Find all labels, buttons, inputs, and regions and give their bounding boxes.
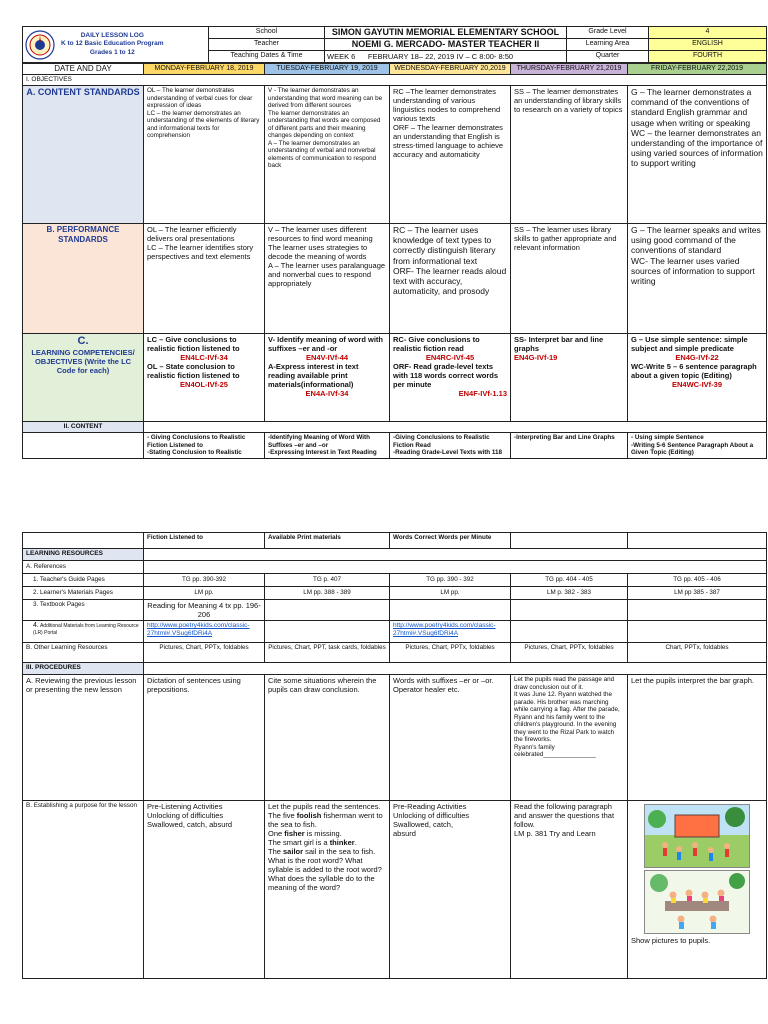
other-resources-label: B. Other Learning Resources bbox=[23, 643, 144, 663]
additional-materials-label: Additional Materials from Learning Resource (LR) Portal bbox=[33, 623, 139, 637]
content-cont-wed: Words Correct Words per Minute bbox=[390, 533, 511, 549]
content-cont-tue: Available Print materials bbox=[265, 533, 390, 549]
comp-mon-code-2: EN4OL-IVf-25 bbox=[180, 380, 228, 389]
comp-tue-code-1: EN4V-IVf-44 bbox=[305, 353, 349, 362]
content-heading-blank bbox=[144, 422, 767, 433]
school-value: SIMON GAYUTIN MEMORIAL ELEMENTARY SCHOOL bbox=[325, 27, 567, 39]
lesson-log-page-1 bbox=[22, 26, 766, 459]
b-tue-text-1: Let the pupils read the sentences. The five bbox=[268, 802, 381, 820]
teacher-value: NOEMI G. MERCADO- MASTER TEACHER II bbox=[325, 39, 567, 51]
b-tue-text-3: is missing. The smart girl is a bbox=[268, 829, 342, 847]
additional-thu bbox=[511, 621, 628, 643]
day-friday: FRIDAY-FEBRUARY 22,2019 bbox=[628, 64, 767, 75]
performance-standards-fri: G – The learner speaks and writes using good command of the conventions of standard WC- The learner uses varied sources of information to support writing bbox=[628, 224, 767, 334]
tg-tue: TG p. 407 bbox=[265, 574, 390, 587]
tg-thu: TG pp. 404 - 405 bbox=[511, 574, 628, 587]
grade-level-label: Grade Level bbox=[567, 27, 649, 39]
header-table bbox=[22, 26, 767, 63]
performance-standards-tue: V – The learner uses different resources to find word meaning The learner uses strategies to decode the meaning of words A – The learner uses paralanguage and nonverbal cues to respond appropriately bbox=[265, 224, 390, 334]
comp-tue-code-2: EN4A-IVf-34 bbox=[305, 389, 349, 398]
comp-wed-1: RC- Give conclusions to realistic fiction read bbox=[393, 335, 480, 353]
show-pictures-text: Show pictures to pupils. bbox=[631, 936, 711, 945]
content-wed: -Giving Conclusions to Realistic Fiction Read -Reading Grade-Level Texts with 118 bbox=[390, 433, 511, 459]
proc-a-mon: Dictation of sentences using prepositions. bbox=[144, 675, 265, 801]
tg-wed: TG pp. 390 - 392 bbox=[390, 574, 511, 587]
competencies-fri bbox=[628, 334, 767, 422]
classroom-picture bbox=[644, 870, 750, 934]
competencies-label-cell bbox=[23, 334, 144, 422]
quarter-value: FOURTH bbox=[649, 51, 767, 63]
tb-wed bbox=[390, 600, 511, 621]
procedures-heading: III. PROCEDURES bbox=[23, 663, 144, 675]
other-mon: Pictures, Chart, PPTx, foldables bbox=[144, 643, 265, 663]
content-cont-thu bbox=[511, 533, 628, 549]
teacher-label: Teacher bbox=[209, 39, 325, 51]
tb-tue bbox=[265, 600, 390, 621]
lm-fri: LM pp 385 - 387 bbox=[628, 587, 767, 600]
lesson-log-page-2 bbox=[22, 532, 766, 979]
content-standards-tue: V - The learner demonstrates an understanding that word meaning can be derived from different sources The learner demonstrates an understanding that words are composed of different parts and their meaning changes depending on context A – The learner demonstrates an understanding of verbal and nonverbal elements of communication to respond back bbox=[265, 86, 390, 224]
content-heading: II. CONTENT bbox=[23, 422, 144, 433]
b-tue-word-2: fisher bbox=[284, 829, 305, 838]
proc-b-wed: Pre-Reading Activities Unlocking of difficulties Swallowed, catch, absurd bbox=[390, 801, 511, 979]
log-title: DAILY LESSON LOG bbox=[80, 31, 144, 39]
competencies-label: LEARNING COMPETENCIES/ OBJECTIVES (Write the LC Code for each) bbox=[31, 348, 135, 376]
tg-mon: TG pp. 390-392 bbox=[144, 574, 265, 587]
learning-area-label: Learning Area bbox=[567, 39, 649, 51]
objectives-table bbox=[22, 63, 767, 459]
teachers-guide-label: 1. Teacher's Guide Pages bbox=[23, 574, 144, 587]
content-standards-label: A. CONTENT STANDARDS bbox=[23, 86, 144, 224]
procedures-heading-blank bbox=[144, 663, 767, 675]
proc-a-label: A. Reviewing the previous lesson or presenting the new lesson bbox=[23, 675, 144, 801]
additional-fri bbox=[628, 621, 767, 643]
competencies-mon bbox=[144, 334, 265, 422]
poetry-link-wed[interactable]: http://www.poetry4kids.com/classic-27html#.VSug6fDRi4A bbox=[393, 622, 496, 638]
competencies-wed bbox=[390, 334, 511, 422]
week-value: WEEK 6 bbox=[327, 52, 356, 61]
day-tuesday: TUESDAY-FEBRUARY 19, 2019 bbox=[265, 64, 390, 75]
dates-cell bbox=[325, 51, 567, 63]
comp-mon-1: LC – Give conclusions to realistic fiction listened to bbox=[147, 335, 240, 353]
additional-mon bbox=[144, 621, 265, 643]
date-and-day-label: DATE AND DAY bbox=[23, 64, 144, 75]
content-cont-mon: Fiction Listened to bbox=[144, 533, 265, 549]
performance-standards-mon: OL – The learner efficiently delivers oral presentations LC – The learner identifies story perspectives and text elements bbox=[144, 224, 265, 334]
lm-tue: LM pp. 388 - 389 bbox=[265, 587, 390, 600]
b-tue-word-3: thinker bbox=[329, 838, 355, 847]
other-fri: Chart, PPTx, foldables bbox=[628, 643, 767, 663]
additional-materials-num: 4. bbox=[33, 622, 39, 629]
content-tue: -Identifying Meaning of Word With Suffixes –er and –or -Expressing Interest in Text Reading bbox=[265, 433, 390, 459]
performance-standards-wed: RC – The learner uses knowledge of text types to correctly distinguish literary from informational text ORF- The learner reads aloud text with accuracy, automaticity, and prosody bbox=[390, 224, 511, 334]
school-label: School bbox=[209, 27, 325, 39]
content-standards-fri: G – The learner demonstrates a command of the conventions of standard English grammar and usage when writing or speaking WC – the learner demonstrates an understanding of the importance of using varied sources of information to support writing bbox=[628, 86, 767, 224]
comp-tue-1: V- Identify meaning of word with suffixes –er and -or bbox=[268, 335, 384, 353]
tg-fri: TG pp. 405 - 406 bbox=[628, 574, 767, 587]
performance-standards-thu: SS – The learner uses library skills to gather appropriate and relevant information bbox=[511, 224, 628, 334]
other-wed: Pictures, Chart, PPTx, foldables bbox=[390, 643, 511, 663]
day-wednesday: WEDNESDAY-FEBRUARY 20,2019 bbox=[390, 64, 511, 75]
performance-standards-label: B. PERFORMANCE STANDARDS bbox=[23, 224, 144, 334]
learners-materials-label: 2. Learner's Materials Pages bbox=[23, 587, 144, 600]
day-monday: MONDAY-FEBRUARY 18, 2019 bbox=[144, 64, 265, 75]
additional-wed bbox=[390, 621, 511, 643]
playground-picture bbox=[644, 804, 750, 868]
competencies-thu bbox=[511, 334, 628, 422]
proc-b-fri bbox=[628, 801, 767, 979]
content-thu: -Interpreting Bar and Line Graphs bbox=[511, 433, 628, 459]
comp-wed-code-2: EN4F-IVf-1.13 bbox=[458, 389, 507, 398]
quarter-label: Quarter bbox=[567, 51, 649, 63]
learning-resources-blank bbox=[144, 549, 767, 561]
b-tue-text-2: fisherman went to the sea to fish. One bbox=[268, 811, 383, 838]
proc-a-thu: Let the pupils read the passage and draw conclusion out of it. It was June 12. Ryann watched the parade. His brother was marching while carrying a flag. After the parade, Ryann and his family went to the children's playground. In the evening they went to the Rizal Park to watch the fireworks. Ryann's family celebrated_______________ bbox=[511, 675, 628, 801]
lm-wed: LM pp. bbox=[390, 587, 511, 600]
other-thu: Pictures, Chart, PPTx, foldables bbox=[511, 643, 628, 663]
content-cont-fri bbox=[628, 533, 767, 549]
content-standards-wed: RC –The learner demonstrates understanding of various linguistics nodes to comprehend various texts ORF – The learner demonstrates an understanding that English is stress-timed language to achieve accuracy and automaticity bbox=[390, 86, 511, 224]
grade-level-value: 4 bbox=[649, 27, 767, 39]
proc-b-thu: Read the following paragraph and answer the questions that follow. LM p. 381 Try and Learn bbox=[511, 801, 628, 979]
references-label: A. References bbox=[23, 561, 144, 574]
dates-label: Teaching Dates & Time bbox=[209, 51, 325, 63]
grades-range: Grades 1 to 12 bbox=[89, 48, 135, 56]
day-thursday: THURSDAY-FEBRUARY 21,2019 bbox=[511, 64, 628, 75]
objectives-heading: I. OBJECTIVES bbox=[23, 75, 767, 86]
resources-procedures-table bbox=[22, 532, 767, 979]
content-cont-label-blank bbox=[23, 533, 144, 549]
proc-a-wed: Words with suffixes –er or –or. Operator healer etc. bbox=[390, 675, 511, 801]
comp-thu-code-1: EN4G-IVf-19 bbox=[514, 353, 558, 362]
tb-mon: Reading for Meaning 4 tx pp. 196-206 bbox=[144, 600, 265, 621]
b-tue-word-4: sailor bbox=[283, 847, 304, 856]
deped-seal-icon bbox=[25, 30, 55, 60]
learning-resources-heading: LEARNING RESOURCES bbox=[23, 549, 144, 561]
competencies-letter: C. bbox=[77, 335, 89, 347]
comp-fri-code-1: EN4G-IVf-22 bbox=[675, 353, 719, 362]
content-standards-mon: OL – The learner demonstrates understanding of verbal cues for clear expression of ideas LC – the learner demonstrates an understanding of the elements of literary and informational texts for comprehension bbox=[144, 86, 265, 224]
program-name: K to 12 Basic Education Program bbox=[61, 40, 164, 48]
comp-wed-code-1: EN4RC-IVf-45 bbox=[425, 353, 475, 362]
content-standards-thu: SS – The learner demonstrates an understanding of library skills to research on a variety of topics bbox=[511, 86, 628, 224]
comp-thu-1: SS- Interpret bar and line graphs bbox=[514, 335, 604, 353]
poetry-link-mon[interactable]: http://www.poetry4kids.com/classic-27html#.VSug6fDRi4A bbox=[147, 622, 250, 638]
additional-materials-label-cell bbox=[23, 621, 144, 643]
comp-fri-code-2: EN4WC-IVf-39 bbox=[671, 380, 722, 389]
lm-thu: LM p. 382 - 383 bbox=[511, 587, 628, 600]
comp-fri-2: WC-Write 5 – 6 sentence paragraph about a given topic (Editing) bbox=[631, 362, 757, 380]
content-mon: - Giving Conclusions to Realistic Fiction Listened to -Stating Conclusion to Realistic bbox=[144, 433, 265, 459]
other-tue: Pictures, Chart, PPT, task cards, foldables bbox=[265, 643, 390, 663]
tb-thu bbox=[511, 600, 628, 621]
content-label-blank bbox=[23, 433, 144, 459]
comp-wed-2: ORF- Read grade-level texts with 118 words correct words per minute bbox=[393, 362, 499, 389]
competencies-tue bbox=[265, 334, 390, 422]
references-blank bbox=[144, 561, 767, 574]
proc-a-fri: Let the pupils interpret the bar graph. bbox=[628, 675, 767, 801]
additional-tue bbox=[265, 621, 390, 643]
proc-b-label: B. Establishing a purpose for the lesson bbox=[23, 801, 144, 979]
proc-b-mon: Pre-Listening Activities Unlocking of difficulties Swallowed, catch, absurd bbox=[144, 801, 265, 979]
b-tue-text-5: sail in the sea to fish. What is the root word? What syllable is added to the root word? What does the syllable do to the meaning of the word? bbox=[268, 847, 382, 892]
comp-mon-2: OL – State conclusion to realistic fiction listened to bbox=[147, 362, 240, 380]
comp-tue-2: A-Express interest in text reading available print materials(informational) bbox=[268, 362, 359, 389]
tb-fri bbox=[628, 600, 767, 621]
dates-value: FEBRUARY 18– 22, 2019 IV – C 8:00- 8:50 bbox=[367, 52, 514, 61]
textbook-label: 3. Textbook Pages bbox=[23, 600, 144, 621]
b-tue-text-4: . The bbox=[268, 838, 357, 856]
deped-logo-cell bbox=[23, 27, 209, 63]
lm-mon: LM pp. bbox=[144, 587, 265, 600]
content-fri: - Using simple Sentence -Writing 5-6 Sentence Paragraph About a Given Topic (Editing) bbox=[628, 433, 767, 459]
proc-a-tue: Cite some situations wherein the pupils can draw conclusion. bbox=[265, 675, 390, 801]
learning-area-value: ENGLISH bbox=[649, 39, 767, 51]
proc-b-tue bbox=[265, 801, 390, 979]
comp-fri-1: G – Use simple sentence: simple subject and simple predicate bbox=[631, 335, 748, 353]
comp-mon-code-1: EN4LC-IVf-34 bbox=[180, 353, 228, 362]
b-tue-word-1: foolish bbox=[296, 811, 322, 820]
